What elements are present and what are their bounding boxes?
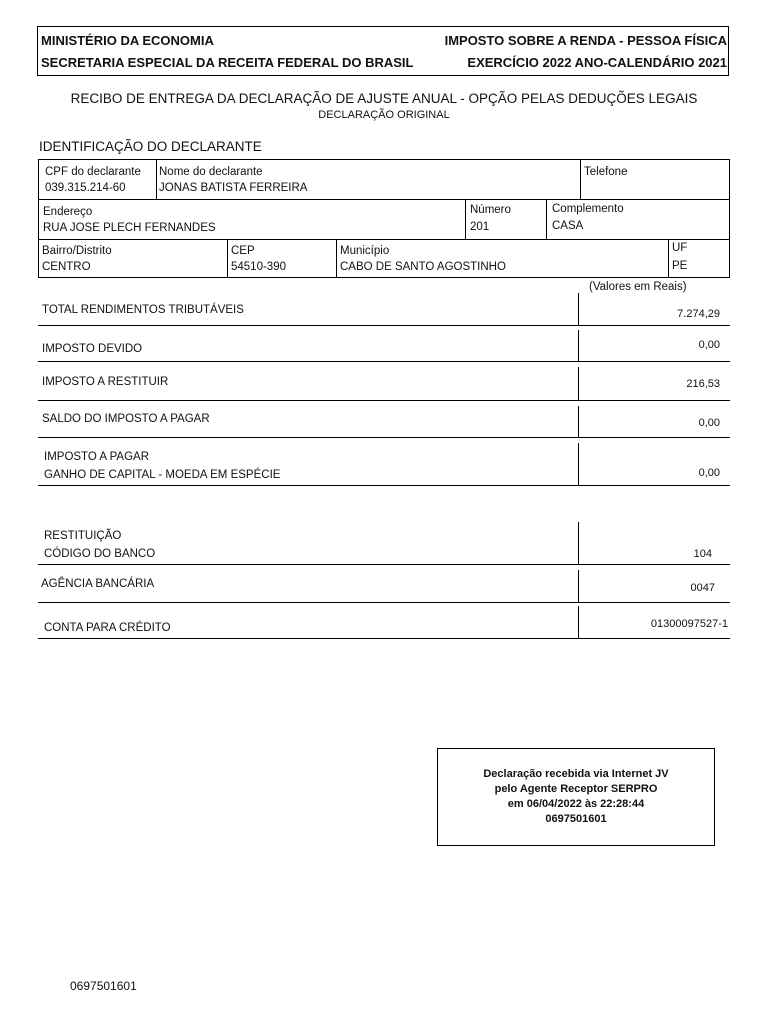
divider <box>580 159 581 199</box>
district-value: CENTRO <box>42 261 91 273</box>
cpf-value: 039.315.214-60 <box>45 182 126 194</box>
tax-due-value: 0,00 <box>698 339 720 351</box>
address-label: Endereço <box>43 206 93 218</box>
tax-name: IMPOSTO SOBRE A RENDA - PESSOA FÍSICA <box>444 33 727 48</box>
account-label: CONTA PARA CRÉDITO <box>44 622 171 634</box>
tax-payable-value: 0,00 <box>698 467 720 479</box>
divider <box>578 293 579 325</box>
divider <box>38 361 730 362</box>
balance-due-value: 0,00 <box>698 417 720 429</box>
divider <box>38 400 730 401</box>
divider <box>38 199 730 200</box>
complement-label: Complemento <box>552 203 624 215</box>
divider <box>38 638 730 639</box>
number-label: Número <box>470 204 511 216</box>
secretariat-name: SECRETARIA ESPECIAL DA RECEITA FEDERAL DO BRASIL <box>41 55 414 70</box>
cep-label: CEP <box>231 245 255 257</box>
agency-label: AGÊNCIA BANCÁRIA <box>41 578 155 590</box>
tax-refund-label: IMPOSTO A RESTITUIR <box>42 376 169 388</box>
exercise-year: EXERCÍCIO 2022 ANO-CALENDÁRIO 2021 <box>467 55 727 70</box>
control-number: 0697501601 <box>70 979 137 993</box>
divider <box>38 602 730 603</box>
total-income-value: 7.274,29 <box>677 308 720 320</box>
receipt-line-4: 0697501601 <box>545 813 607 825</box>
divider <box>668 239 669 278</box>
divider <box>578 406 579 437</box>
divider <box>336 239 337 278</box>
address-value: RUA JOSE PLECH FERNANDES <box>43 222 216 234</box>
uf-label: UF <box>672 242 688 254</box>
balance-due-label: SALDO DO IMPOSTO A PAGAR <box>42 413 210 425</box>
divider <box>465 199 466 239</box>
divider <box>38 437 730 438</box>
tax-payable-label: IMPOSTO A PAGAR <box>44 451 150 463</box>
tax-due-label: IMPOSTO DEVIDO <box>42 343 143 355</box>
district-label: Bairro/Distrito <box>42 245 112 257</box>
divider <box>227 239 228 278</box>
identification-title: IDENTIFICAÇÃO DO DECLARANTE <box>39 139 262 154</box>
divider <box>38 325 730 326</box>
divider <box>578 522 579 564</box>
receipt-line-1: Declaração recebida via Internet JV <box>483 768 669 780</box>
name-label: Nome do declarante <box>159 166 263 178</box>
divider <box>578 367 579 400</box>
tax-refund-value: 216,53 <box>686 378 720 390</box>
number-value: 201 <box>470 221 490 233</box>
uf-value: PE <box>672 260 688 272</box>
currency-note: (Valores em Reais) <box>589 281 687 293</box>
receipt-box <box>437 748 715 846</box>
cep-value: 54510-390 <box>231 261 286 273</box>
refund-label: RESTITUIÇÃO <box>44 530 122 542</box>
divider <box>546 199 547 239</box>
capital-gain-label: GANHO DE CAPITAL - MOEDA EM ESPÉCIE <box>44 469 281 481</box>
city-label: Município <box>340 245 390 257</box>
divider <box>38 239 730 240</box>
divider <box>156 159 157 199</box>
divider <box>578 570 579 602</box>
total-income-label: TOTAL RENDIMENTOS TRIBUTÁVEIS <box>42 304 244 316</box>
cpf-label: CPF do declarante <box>45 166 141 178</box>
bank-code-value: 104 <box>693 548 712 560</box>
divider <box>578 330 579 361</box>
city-value: CABO DE SANTO AGOSTINHO <box>340 261 506 273</box>
complement-value: CASA <box>552 220 584 232</box>
receipt-line-2: pelo Agente Receptor SERPRO <box>494 783 658 795</box>
divider <box>578 443 579 485</box>
name-value: JONAS BATISTA FERREIRA <box>159 182 308 194</box>
agency-value: 0047 <box>690 582 715 594</box>
document-title: RECIBO DE ENTREGA DA DECLARAÇÃO DE AJUSTE ANUAL - OPÇÃO PELAS DEDUÇÕES LEGAIS <box>70 91 698 106</box>
receipt-line-3: em 06/04/2022 às 22:28:44 <box>507 798 645 810</box>
divider <box>578 606 579 638</box>
ministry-name: MINISTÉRIO DA ECONOMIA <box>41 33 214 48</box>
phone-label: Telefone <box>584 166 628 178</box>
divider <box>38 564 730 565</box>
bank-code-label: CÓDIGO DO BANCO <box>44 548 156 560</box>
account-value: 01300097527-1 <box>650 618 728 630</box>
divider <box>38 485 730 486</box>
document-subtitle: DECLARAÇÃO ORIGINAL <box>318 109 450 121</box>
